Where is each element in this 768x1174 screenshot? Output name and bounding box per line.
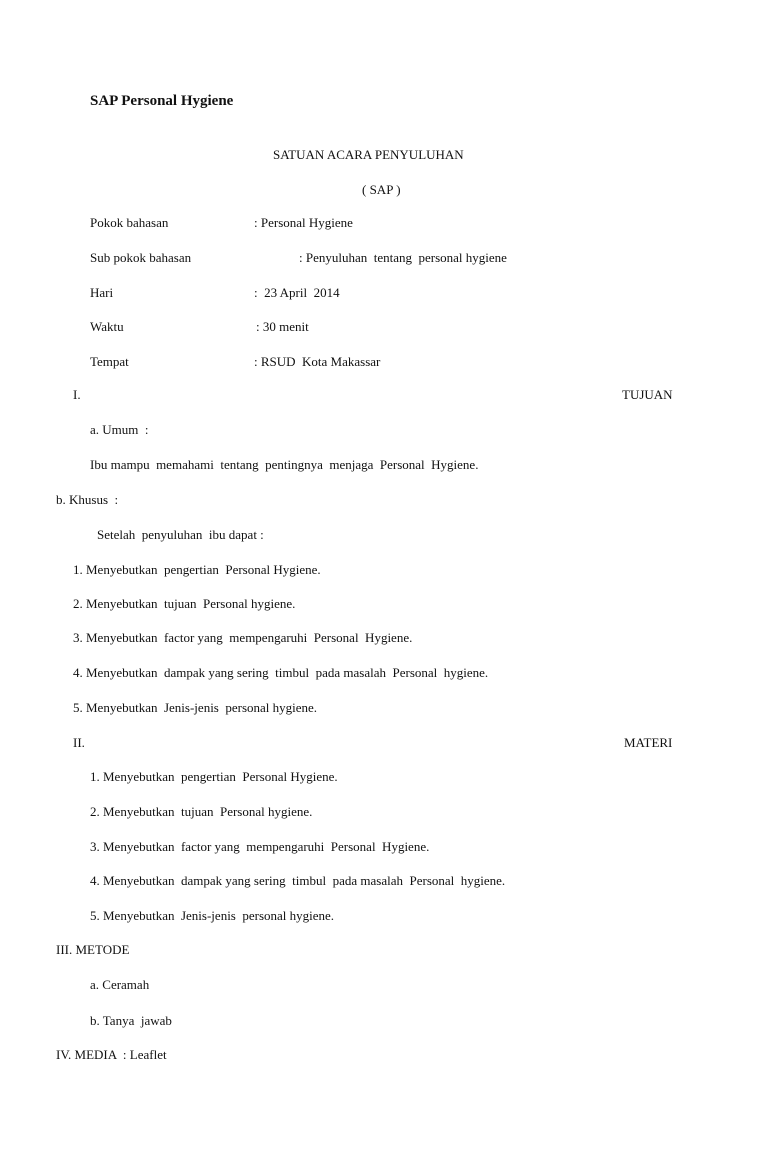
document-heading: SATUAN ACARA PENYULUHAN xyxy=(273,147,464,162)
section2-item-5: 5. Menyebutkan Jenis-jenis personal hygiene. xyxy=(90,908,335,923)
section2-item-2: 2. Menyebutkan tujuan Personal hygiene. xyxy=(90,804,313,819)
section3-title: III. METODE xyxy=(56,942,130,957)
info-value-sub-pokok-bahasan: : Penyuluhan tentang personal hygiene xyxy=(299,250,507,265)
section3-item-1: a. Ceramah xyxy=(90,977,150,992)
info-label-sub-pokok-bahasan: Sub pokok bahasan xyxy=(90,250,192,265)
section4-title: IV. MEDIA : Leaflet xyxy=(56,1047,167,1062)
document-subheading: ( SAP ) xyxy=(362,182,401,197)
document-title: SAP Personal Hygiene xyxy=(90,93,234,109)
section1-item-2: 2. Menyebutkan tujuan Personal hygiene. xyxy=(73,596,296,611)
section3-item-2: b. Tanya jawab xyxy=(90,1013,172,1028)
section2-item-3: 3. Menyebutkan factor yang mempengaruhi Personal Hygiene. xyxy=(90,839,430,854)
info-value-waktu: : 30 menit xyxy=(256,319,309,334)
section1-item-3: 3. Menyebutkan factor yang mempengaruhi Personal Hygiene. xyxy=(73,630,413,645)
section1-umum-label: a. Umum : xyxy=(90,422,149,437)
section1-item-4: 4. Menyebutkan dampak yang sering timbul pada masalah Personal hygiene. xyxy=(73,665,489,680)
section2-title: MATERI xyxy=(624,735,673,750)
info-label-tempat: Tempat xyxy=(90,354,129,369)
info-label-waktu: Waktu xyxy=(90,319,124,334)
section2-item-4: 4. Menyebutkan dampak yang sering timbul pada masalah Personal hygiene. xyxy=(90,873,506,888)
section1-khusus-intro: Setelah penyuluhan ibu dapat : xyxy=(97,527,264,542)
section1-item-1: 1. Menyebutkan pengertian Personal Hygiene. xyxy=(73,562,321,577)
section1-khusus-label: b. Khusus : xyxy=(56,492,119,507)
info-label-pokok-bahasan: Pokok bahasan xyxy=(90,215,169,230)
section1-number: I. xyxy=(73,387,81,402)
info-value-hari: : 23 April 2014 xyxy=(254,285,340,300)
section1-item-5: 5. Menyebutkan Jenis-jenis personal hygiene. xyxy=(73,700,318,715)
info-label-hari: Hari xyxy=(90,285,114,300)
section1-umum-text: Ibu mampu memahami tentang pentingnya menjaga Personal Hygiene. xyxy=(90,457,479,472)
info-value-pokok-bahasan: : Personal Hygiene xyxy=(254,215,353,230)
section1-title: TUJUAN xyxy=(622,387,673,402)
info-value-tempat: : RSUD Kota Makassar xyxy=(254,354,381,369)
section2-number: II. xyxy=(73,735,85,750)
section2-item-1: 1. Menyebutkan pengertian Personal Hygiene. xyxy=(90,769,338,784)
